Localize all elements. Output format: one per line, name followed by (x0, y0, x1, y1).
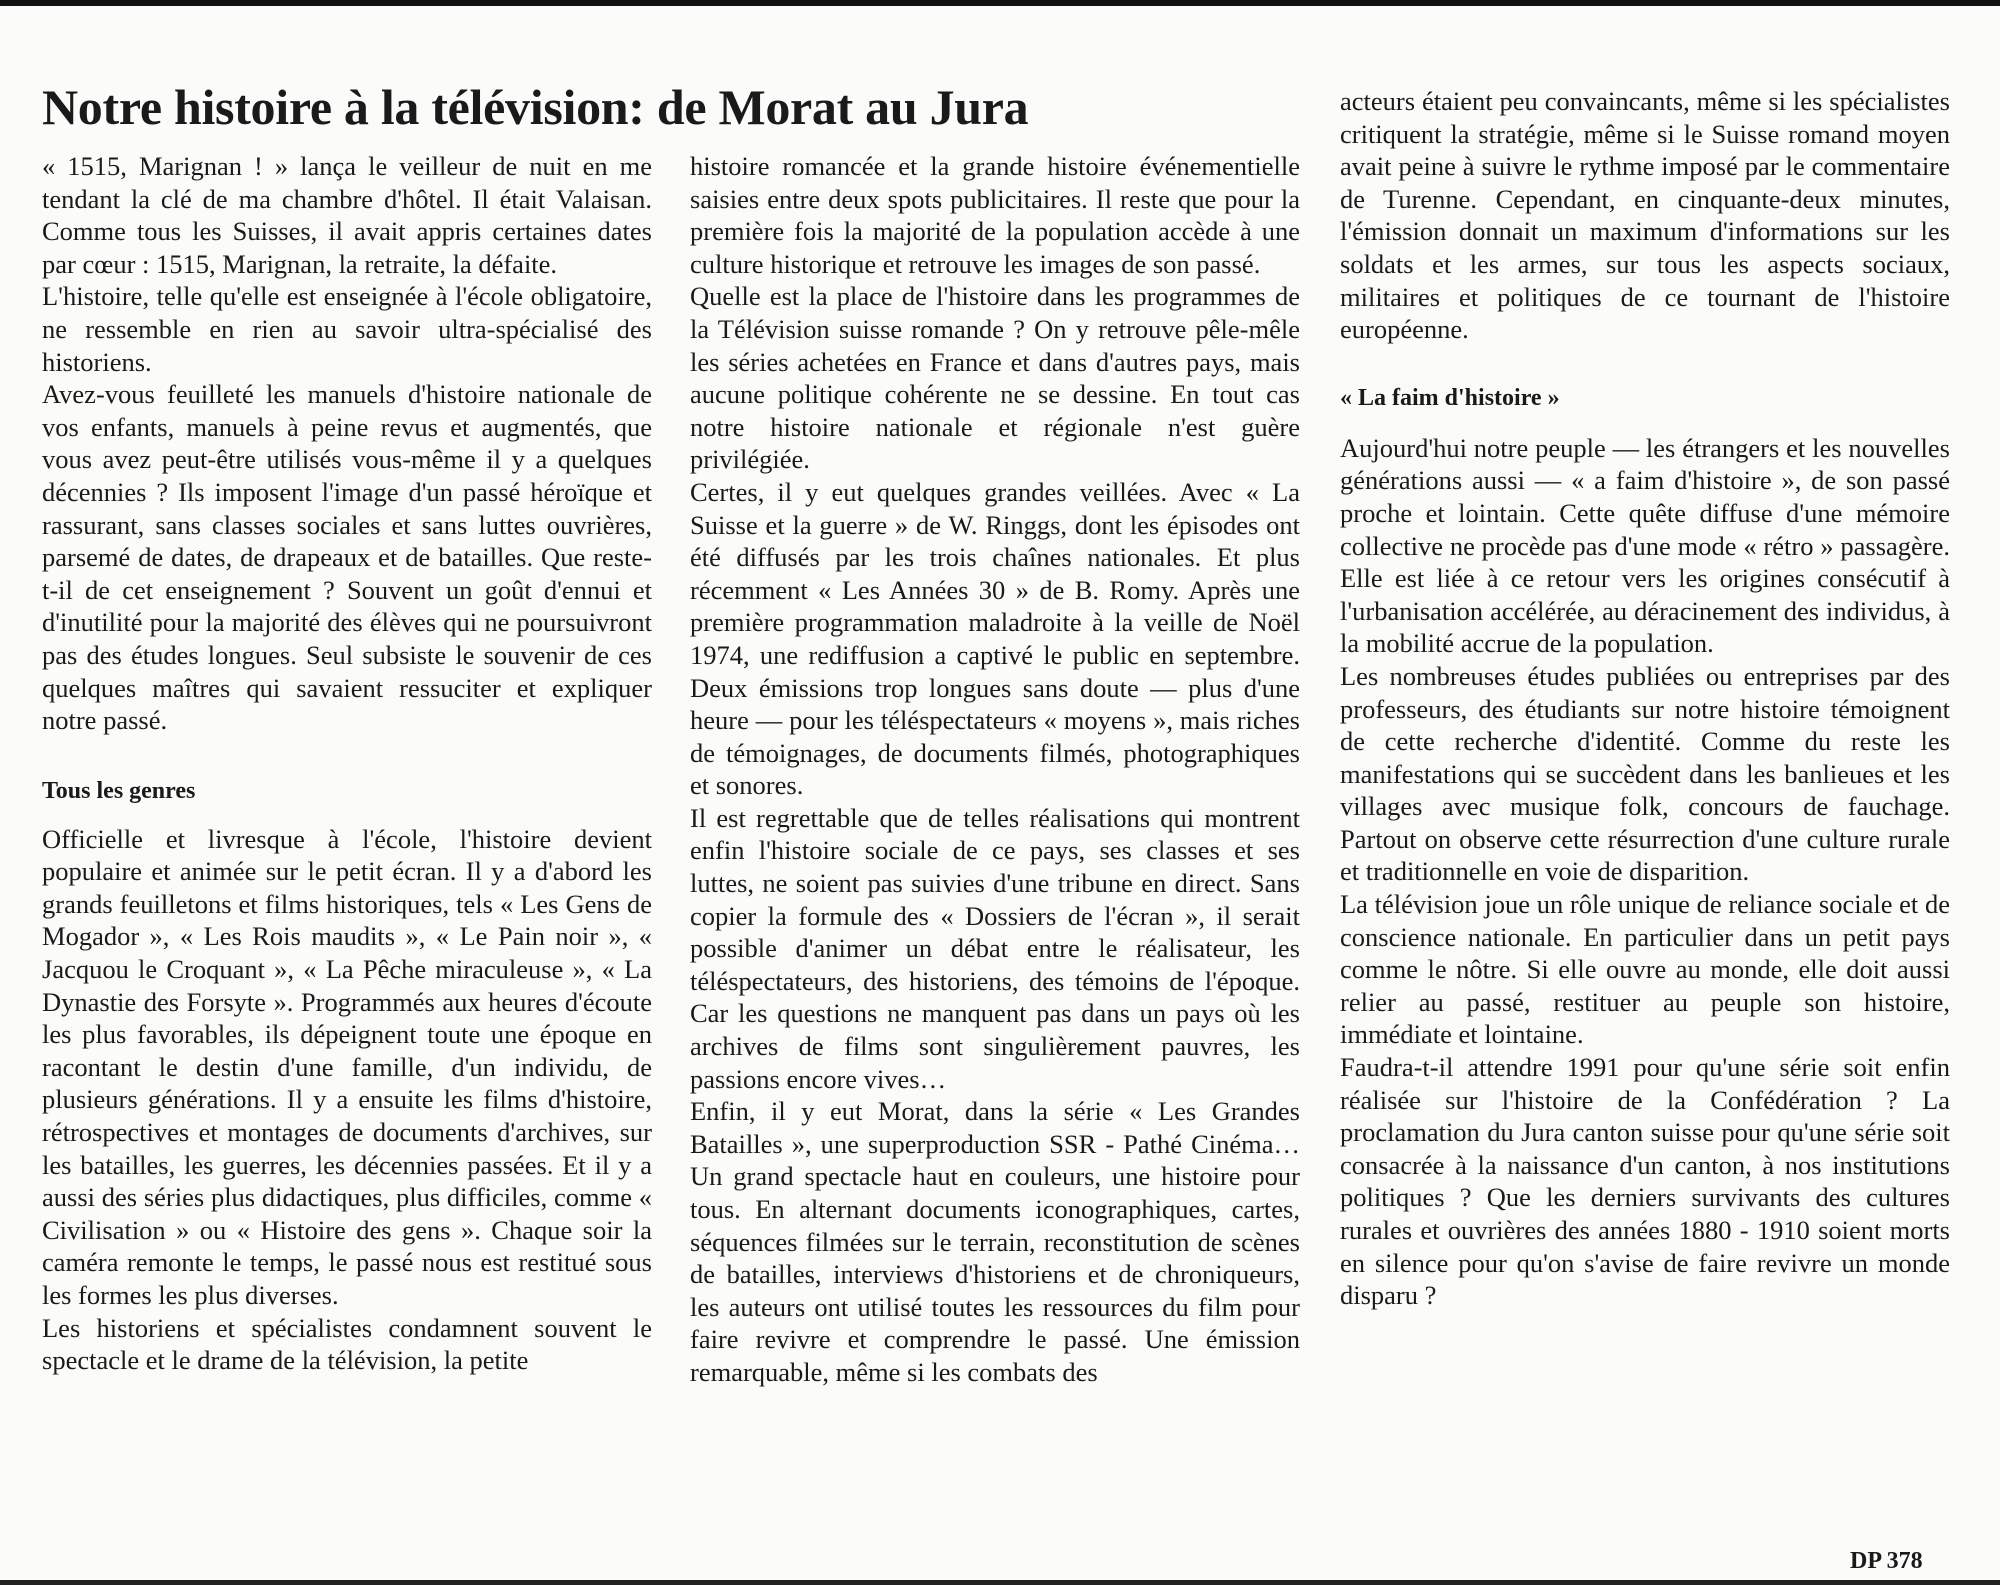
section-heading-tous-les-genres: Tous les genres (42, 777, 196, 804)
paragraph: Certes, il y eut quelques grandes veillées. Avec « La Suisse et la guerre » de W. Ringgs, dont les épisodes ont été diffusés par les trois chaînes nationales. Et plus récemment « Les Années 30 » de B. Romy. Après une première programmation maladroite à la veille de Noël 1974, une rediffusion a captivé le public en septembre. Deux émissions trop longues sans doute — plus d'une heure — pour les téléspectateurs « moyens », mais riches de témoignages, de documents filmés, photographiques et sonores. (690, 476, 1300, 801)
paragraph: Il est regrettable que de telles réalisations qui montrent enfin l'histoire sociale de ce pays, ses classes et ses luttes, ne soient pas suivies d'une tribune en direct. Sans copier la formule des « Dossiers de l'écran », il serait possible d'animer un débat entre le réalisateur, les téléspectateurs, des historiens, des témoins de l'époque. Car les questions ne manquent pas dans un pays où les archives de films sont singulièrement pauvres, les passions encore vives… (690, 802, 1300, 1094)
article-title: Notre histoire à la télévision: de Morat au Jura (42, 79, 1029, 135)
bottom-rule (0, 1580, 2000, 1585)
paragraph: Quelle est la place de l'histoire dans les programmes de la Télévision suisse romande ? On y retrouve pêle-mêle les séries achetées en France et dans d'autres pays, mais aucune politique cohérente ne se dessine. En tout cas notre histoire nationale et régionale n'est guère privilégiée. (690, 281, 1300, 475)
paragraph: Aujourd'hui notre peuple — les étrangers et les nouvelles générations aussi — « a faim d'histoire », de son passé proche et lointain. Cette quête diffuse d'une mémoire collective ne procède pas d'une mode « rétro » passagère. Elle est liée à ce retour vers les origines consécutif à l'urbanisation accélérée, au déracinement des individus, à la mobilité accrue de la population. (1340, 432, 1950, 659)
page-number: DP 378 (1850, 1548, 1923, 1574)
paragraph: Avez-vous feuilleté les manuels d'histoire nationale de vos enfants, manuels à peine revus et augmentés, que vous avez peut-être utilisés vous-même il y a quelques décennies ? Ils imposent l'image d'un passé héroïque et rassurant, sans classes sociales et sans luttes ouvrières, parsemé de dates, de drapeaux et de batailles. Que reste-t-il de cet enseignement ? Souvent un goût d'ennui et d'inutilité pour la majorité des élèves qui ne poursuivront pas des études longues. Seul subsiste le souvenir de ces quelques maîtres qui savaient ressuciter et expliquer notre passé. (42, 379, 652, 736)
paragraph: Les nombreuses études publiées ou entreprises par des professeurs, des étudiants sur notre histoire témoignent de cette recherche d'identité. Comme du reste les manifestations qui se succèdent dans les banlieues et les villages avec musique folk, concours de fauchage. Partout on observe cette résurrection d'une culture rurale et traditionnelle en voie de disparition. (1340, 660, 1950, 887)
top-rule (0, 0, 2000, 6)
column-3 (1340, 85, 1950, 1312)
paragraph: « 1515, Marignan ! » lança le veilleur de nuit en me tendant la clé de ma chambre d'hôtel. Il était Valaisan. Comme tous les Suisses, il avait appris certaines dates par cœur : 1515, Marignan, la retraite, la défaite. (42, 151, 652, 279)
column-1 (42, 150, 652, 1377)
paragraph: acteurs étaient peu convaincants, même si les spécialistes critiquent la stratégie, même si le Suisse romand moyen avait peine à suivre le rythme imposé par le commentaire de Turenne. Cependant, en cinquante-deux minutes, l'émission donnait un maximum d'informations sur les soldats et les armes, sur tous les aspects sociaux, militaires et politiques de ce tournant de l'histoire européenne. (1340, 86, 1950, 345)
paragraph: histoire romancée et la grande histoire événementielle saisies entre deux spots publicitaires. Il reste que pour la première fois la majorité de la population accède à une culture historique et retrouve les images de son passé. (690, 151, 1300, 279)
paragraph: Enfin, il y eut Morat, dans la série « Les Grandes Batailles », une superproduction SSR - Pathé Cinéma… Un grand spectacle haut en couleurs, une histoire pour tous. En alternant documents iconographiques, cartes, séquences filmées sur le terrain, reconstitution de scènes de batailles, interviews d'historiens et de chroniqueurs, les auteurs ont utilisé toutes les ressources du film pour faire revivre et comprendre le passé. Une émission remarquable, même si les combats des (690, 1096, 1300, 1387)
paragraph: L'histoire, telle qu'elle est enseignée à l'école obligatoire, ne ressemble en rien au savoir ultra-spécialisé des historiens. (42, 281, 652, 377)
paragraph: Les historiens et spécialistes condamnent souvent le spectacle et le drame de la télévision, la petite (42, 1312, 652, 1376)
paragraph: La télévision joue un rôle unique de reliance sociale et de conscience nationale. En particulier dans un petit pays comme le nôtre. Si elle ouvre au monde, elle doit aussi relier au passé, restituer au peuple son histoire, immédiate et lointaine. (1340, 889, 1950, 1050)
column-2 (690, 150, 1300, 1389)
section-heading-la-faim-d-histoire: « La faim d'histoire » (1340, 384, 1560, 411)
paragraph: Officielle et livresque à l'école, l'histoire devient populaire et animée sur le petit écran. Il y a d'abord les grands feuilletons et films historiques, tels « Les Gens de Mogador », « Les Rois maudits », « Le Pain noir », « Jacquou le Croquant », « La Pêche miraculeuse », « La Dynastie des Forsyte ». Programmés aux heures d'écoute les plus favorables, ils dépeignent toute une époque en racontant le destin d'une famille, d'un individu, de plusieurs générations. Il y a ensuite les films d'histoire, rétrospectives et montages de documents d'archives, sur les batailles, les guerres, les décennies passées. Et il y a aussi des séries plus didactiques, plus difficiles, comme « Civilisation » ou « Histoire des gens ». Chaque soir la caméra remonte le temps, le passé nous est restitué sous les formes les plus diverses. (42, 823, 652, 1310)
paragraph: Faudra-t-il attendre 1991 pour qu'une série soit enfin réalisée sur l'histoire de la Confédération ? La proclamation du Jura canton suisse pour qu'une série soit consacrée à la naissance d'un canton, à nos institutions politiques ? Que les derniers survivants des cultures rurales et ouvrières des années 1880 - 1910 soient morts en silence pour qu'on s'avise de faire revivre un monde disparu ? (1340, 1052, 1950, 1311)
